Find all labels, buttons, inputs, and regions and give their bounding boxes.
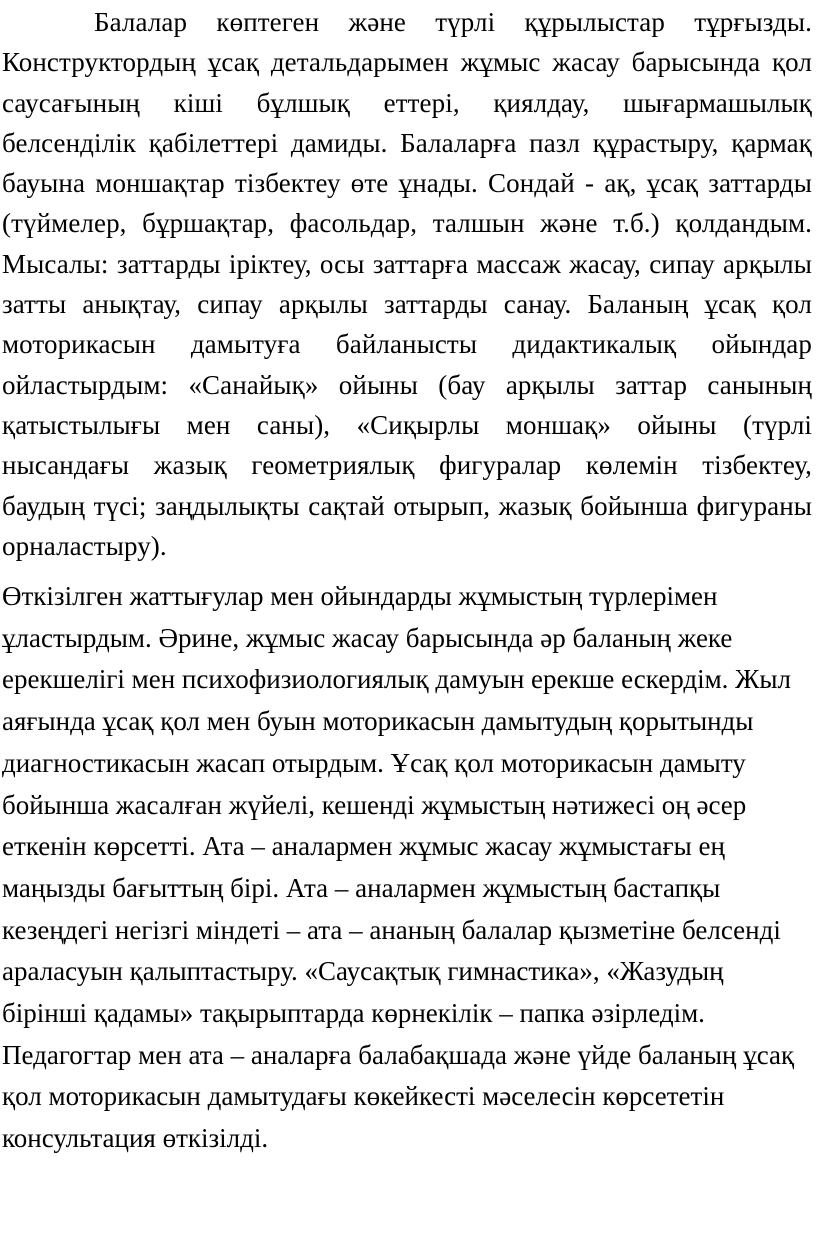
paragraph-work-results-and-parents: Өткізілген жаттығулар мен ойындарды жұмыстың түрлерімен ұластырдым. Әрине, жұмыс жасау барысында әр баланың жеке ерекшелігі мен психофизиологиялық дамуын ерекше ескердім. Жыл аяғында ұсақ қол мен буын моторикасын дамытудың қорытынды диагностикасын жасап отырдым. Ұсақ қол моторикасын дамыту бойынша жасалған жүйелі, кешенді жұмыстың нәтижесі оң әсер еткенін көрсетті. Ата – аналармен жұмыс жасау жұмыстағы ең маңызды бағыттың бірі. Ата – аналармен жұмыстың бастапқы кезеңдегі негізгі міндеті – ата – ананың балалар қызметіне белсенді араласуын қалыптастыру. «Саусақтық гимнастика», «Жазудың бірінші қадамы» тақырыптарда көрнекілік – папка әзірледім. Педагогтар мен ата – аналарға балабақшада және үйде баланың ұсақ қол моторикасын дамытудағы көкейкесті мәселесін көрсететін консультация өткізілді. [2, 581, 795, 1154]
paragraph-fine-motor-activities: Балалар көптеген және түрлі құрылыстар тұрғызды. Конструктордың ұсақ детальдарымен жұмыс жасау барысында қол саусағының кіші бұлшық еттері, қиялдау, шығармашылық белсенділік қабілеттері дамиды. Балаларға пазл құрастыру, қармақ бауына моншақтар тізбектеу өте ұнады. Сондай - ақ, ұсақ заттарды (түймелер, бұршақтар, фасольдар, талшын және т.б.) қолдандым. Мысалы: заттарды іріктеу, осы заттарға массаж жасау, сипау арқылы затты анықтау, сипау арқылы заттарды санау. Баланың ұсақ қол моторикасын дамытуға байланысты дидактикалық ойындар ойластырдым: «Санайық» ойыны (бау арқылы заттар санының қатыстылығы мен саны), «Сиқырлы моншақ» ойыны (түрлі нысандағы жазық геометриялық фигуралар көлемін тізбектеу, баудың түсі; заңдылықты сақтай отырып, жазық бойынша фигураны орналастыру). [2, 7, 812, 561]
